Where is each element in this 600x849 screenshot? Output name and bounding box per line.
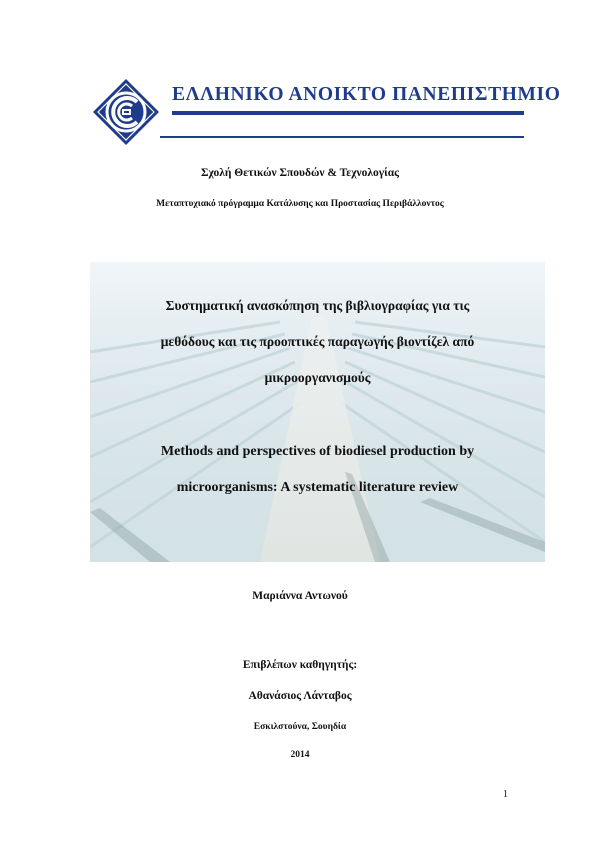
english-title-line: Methods and perspectives of biodiesel production by [160, 444, 475, 459]
header-rule-thin [160, 136, 524, 138]
header-rule [172, 111, 524, 115]
greek-title-line: Συστηματική ανασκόπηση της βιβλιογραφίας για τις [165, 298, 470, 313]
location: Εσκιλστούνα, Σουηδία [253, 722, 347, 732]
university-name: ΕΛΛΗΝΙΚΟ ΑΝΟΙΚΤΟ ΠΑΝΕΠΙΣΤΗΜΙΟ [172, 84, 561, 105]
greek-title-line: μεθόδους και τις προοπτικές παραγωγής βιοντίζελ από [160, 334, 475, 349]
supervisor-label: Επιβλέπων καθηγητής: [242, 659, 358, 671]
supervisor-name: Αθανάσιος Λάνταβος [248, 690, 352, 702]
university-logo-icon [92, 78, 160, 146]
cover-image [90, 262, 545, 562]
school-name: Σχολή Θετικών Σπουδών & Τεχνολογίας [200, 167, 400, 179]
english-title-line: microorganisms: A systematic literature review [176, 480, 459, 495]
program-name: Μεταπτυχιακό πρόγραμμα Κατάλυσης και Προστασίας Περιβάλλοντος [156, 199, 444, 209]
author-name: Μαριάννα Αντωνού [252, 590, 348, 602]
english-title [90, 434, 545, 506]
greek-title-line: μικροοργανισμούς [264, 370, 371, 385]
greek-title [90, 288, 545, 396]
page-number: 1 [503, 789, 508, 800]
year: 2014 [290, 750, 310, 760]
